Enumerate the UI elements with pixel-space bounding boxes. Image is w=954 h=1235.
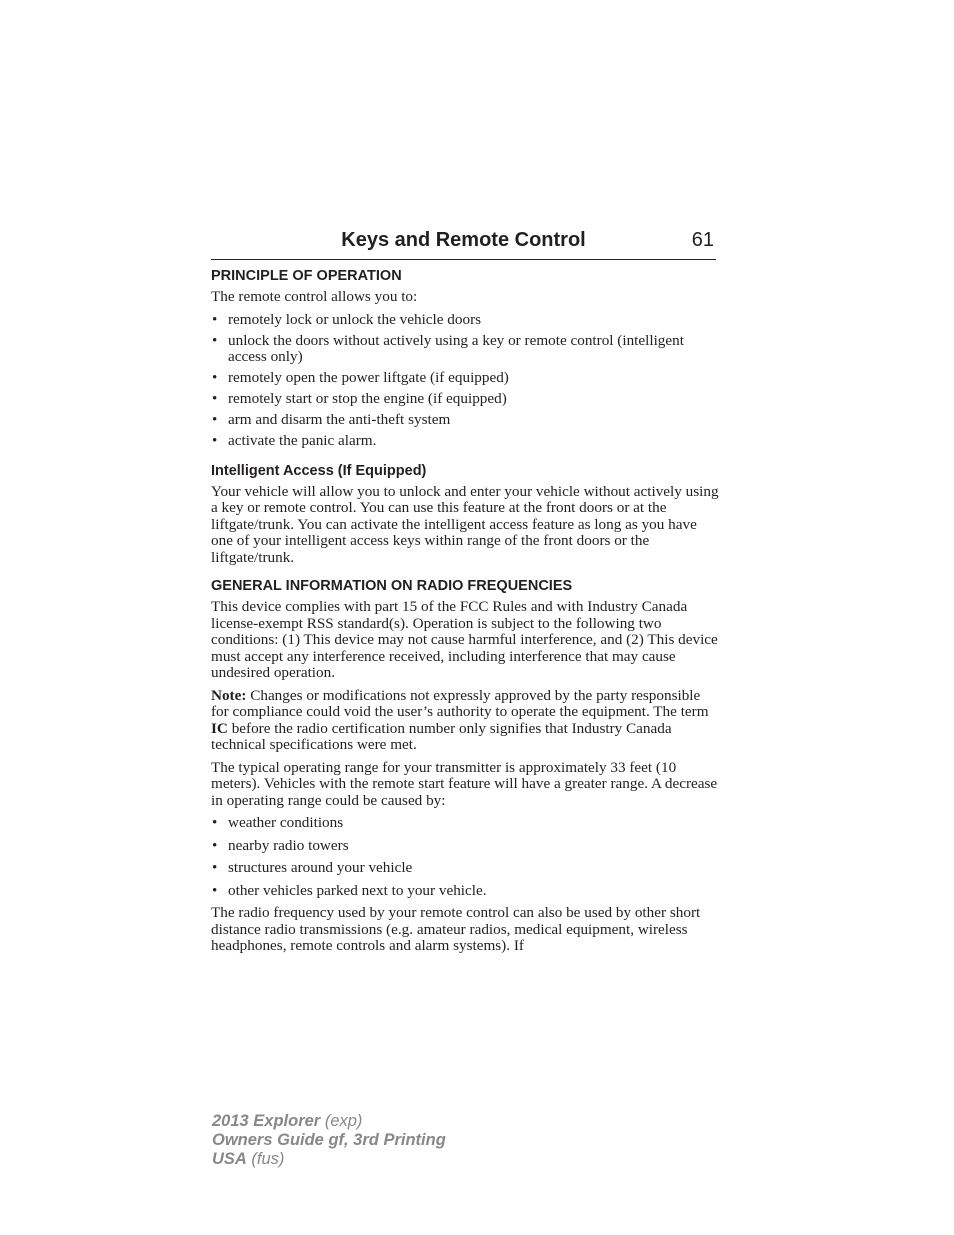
list-item: • remotely start or stop the engine (if equipped)	[211, 391, 719, 408]
intelligent-access-body: Your vehicle will allow you to unlock and enter your vehicle without actively using a key or remote control. You can use this feature at the front doors or at the liftgate/trunk. You can activate the intelligent access feature as long as you have one of your intelligent access keys within range of the front doors or the liftgate/trunk.	[211, 482, 719, 566]
note-text-b: before the radio certification number only signifies that Industry Canada technical specifications were met.	[211, 719, 672, 753]
list-item: • structures around your vehicle	[211, 860, 719, 877]
page-footer	[212, 1112, 446, 1169]
page-header	[211, 228, 716, 260]
note-label: Note:	[211, 686, 247, 704]
chapter-title: Keys and Remote Control	[341, 229, 586, 251]
footer-line-market	[212, 1150, 446, 1169]
footer-model: 2013 Explorer	[212, 1112, 321, 1130]
feature-list	[211, 312, 719, 450]
list-item: • weather conditions	[211, 815, 719, 832]
list-item: • other vehicles parked next to your vehicle.	[211, 883, 719, 900]
frequency-paragraph: The radio frequency used by your remote control can also be used by other short distance radio transmissions (e.g. amateur radios, medical equipment, wireless headphones, remote controls and alarm systems). If	[211, 904, 701, 954]
list-item: • arm and disarm the anti-theft system	[211, 412, 719, 429]
footer-guide: Owners Guide gf, 3rd Printing	[212, 1131, 446, 1149]
page-number: 61	[691, 229, 714, 251]
list-item: • remotely lock or unlock the vehicle doors	[211, 312, 719, 329]
list-item: • unlock the doors without actively using a key or remote control (intelligent access only)	[211, 333, 719, 366]
fcc-paragraph: This device complies with part 15 of the FCC Rules and with Industry Canada license-exempt RSS standard(s). Operation is subject to the following two conditions: (1) This device may not cause harmful interference, and (2) This device must accept any interference received, including interference that may cause undesired operation.	[211, 598, 718, 681]
section-heading-radio-frequencies: GENERAL INFORMATION ON RADIO FREQUENCIES	[211, 578, 573, 594]
list-item: • nearby radio towers	[211, 838, 719, 855]
subsection-heading-intelligent-access: Intelligent Access (If Equipped)	[211, 462, 427, 479]
note-text-a: Changes or modifications not expressly approved by the party responsible for compliance could void the user’s authority to operate the equipment. The term	[211, 686, 709, 720]
footer-market-code: (fus)	[246, 1150, 285, 1168]
note-term: IC	[211, 719, 228, 737]
list-item: • activate the panic alarm.	[211, 433, 719, 450]
range-factors-list	[211, 815, 719, 899]
footer-market: USA	[212, 1150, 247, 1168]
list-item: • remotely open the power liftgate (if equipped)	[211, 370, 719, 387]
section-intro: The remote control allows you to:	[211, 288, 418, 305]
footer-line-model	[212, 1112, 446, 1131]
footer-line-guide	[212, 1131, 446, 1150]
note-paragraph	[211, 688, 719, 754]
section-heading-principle: PRINCIPLE OF OPERATION	[211, 268, 402, 284]
page-content	[211, 267, 719, 961]
footer-model-code: (exp)	[320, 1112, 363, 1130]
range-paragraph: The typical operating range for your transmitter is approximately 33 feet (10 meters). Vehicles with the remote start feature will have a greater range. A decrease in operating range could be caused by:	[211, 758, 718, 809]
